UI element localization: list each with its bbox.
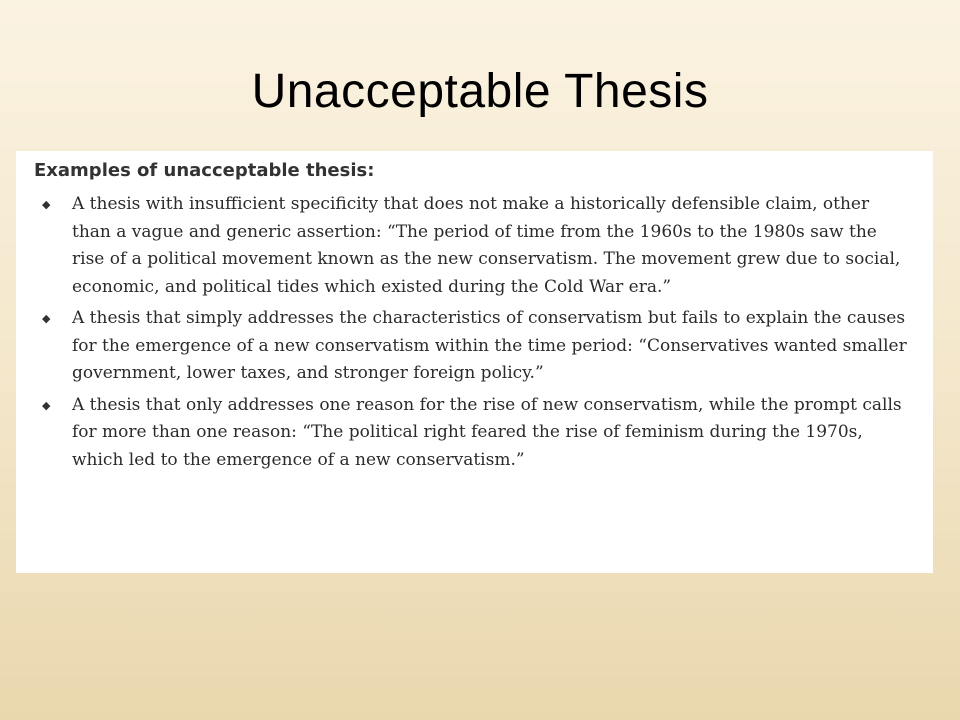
- examples-heading: Examples of unacceptable thesis:: [34, 160, 375, 181]
- list-item: [32, 392, 913, 475]
- examples-list: [32, 191, 913, 474]
- diamond-bullet-icon: ◆: [42, 312, 51, 325]
- slide-title: Unacceptable Thesis: [251, 65, 709, 118]
- diamond-bullet-icon: ◆: [42, 198, 51, 211]
- list-item-text: A thesis with insufficient specificity that does not make a historically defensible claim, other than a vague and generic assertion: “The period of time from the 1960s to the 1980s saw the rise of a political movement known as the new conservatism. The movement grew due to social, economic, and political tides which existed during the Cold War era.”: [72, 194, 901, 297]
- list-item-text: A thesis that simply addresses the characteristics of conservatism but fails to explain the causes for the emergence of a new conservatism within the time period: “Conservatives wanted smaller government, lower taxes, and stronger foreign policy.”: [72, 308, 907, 383]
- list-item-text: A thesis that only addresses one reason for the rise of new conservatism, while the prompt calls for more than one reason: “The political right feared the rise of feminism during the 1970s, which led to the emergence of a new conservatism.”: [72, 394, 902, 470]
- list-item: [32, 305, 913, 388]
- examples-box: [16, 151, 933, 573]
- list-item: [32, 191, 913, 301]
- diamond-bullet-icon: ◆: [42, 398, 51, 412]
